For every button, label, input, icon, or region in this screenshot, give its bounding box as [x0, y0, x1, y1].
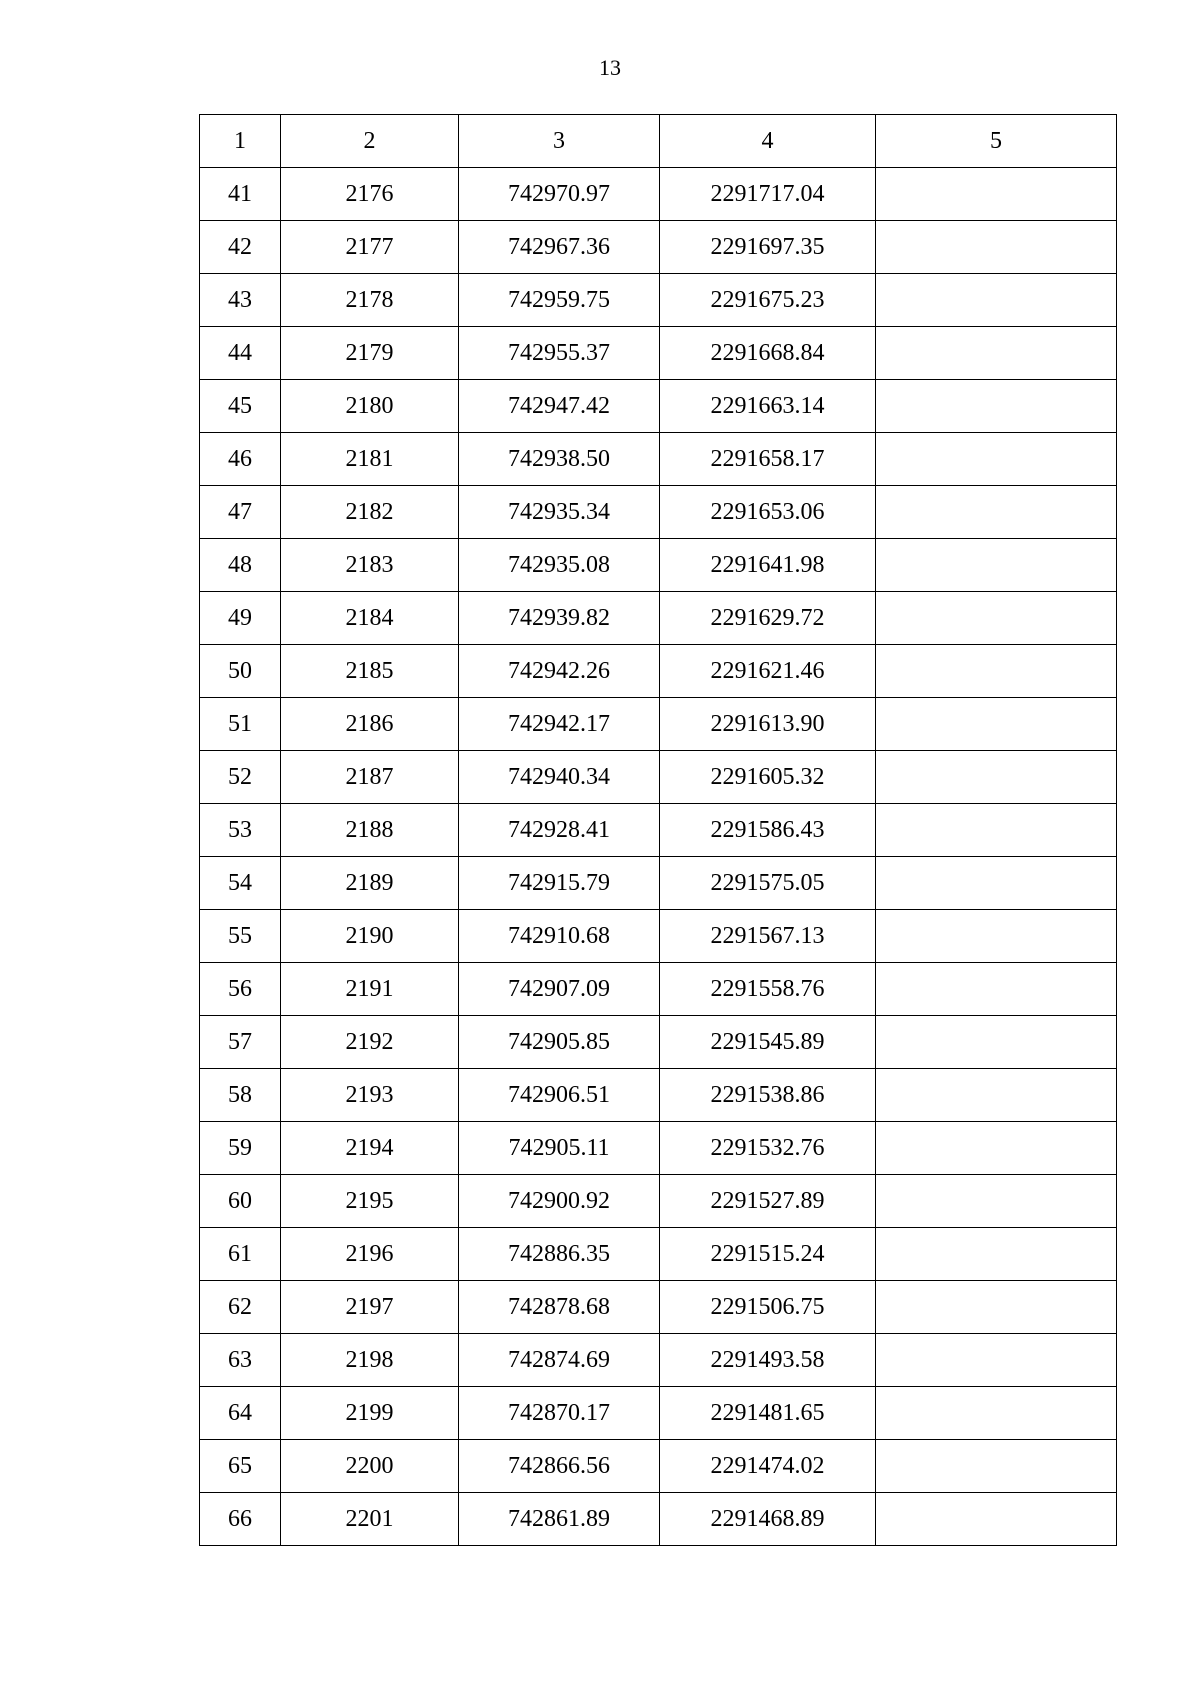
table-row — [200, 1016, 1117, 1069]
table-cell: 742861.89 — [459, 1493, 660, 1546]
table-cell: 2197 — [281, 1281, 459, 1334]
table-cell — [876, 1493, 1117, 1546]
table-row — [200, 963, 1117, 1016]
page-number: 13 — [599, 55, 621, 80]
table-cell: 742874.69 — [459, 1334, 660, 1387]
table-cell — [876, 274, 1117, 327]
table-cell — [876, 804, 1117, 857]
table-cell: 2183 — [281, 539, 459, 592]
table-row — [200, 168, 1117, 221]
table-cell — [876, 1122, 1117, 1175]
table-cell: 43 — [200, 274, 281, 327]
column-header: 2 — [281, 115, 459, 168]
table-cell: 742947.42 — [459, 380, 660, 433]
table-cell: 742910.68 — [459, 910, 660, 963]
table-row — [200, 1387, 1117, 1440]
table-cell: 2291538.86 — [660, 1069, 876, 1122]
table-cell: 2291653.06 — [660, 486, 876, 539]
table-row — [200, 698, 1117, 751]
table-cell: 2196 — [281, 1228, 459, 1281]
table-cell: 742928.41 — [459, 804, 660, 857]
column-header: 5 — [876, 115, 1117, 168]
table-row — [200, 380, 1117, 433]
table-cell: 62 — [200, 1281, 281, 1334]
table-cell: 2291663.14 — [660, 380, 876, 433]
table-cell: 60 — [200, 1175, 281, 1228]
table-cell: 57 — [200, 1016, 281, 1069]
table-cell — [876, 857, 1117, 910]
table-cell: 2291575.05 — [660, 857, 876, 910]
table-cell: 742870.17 — [459, 1387, 660, 1440]
table-cell: 2291545.89 — [660, 1016, 876, 1069]
table-cell — [876, 1334, 1117, 1387]
table-cell: 2291605.32 — [660, 751, 876, 804]
table-row — [200, 486, 1117, 539]
table-cell — [876, 168, 1117, 221]
table-header-row — [200, 115, 1117, 168]
table-cell: 50 — [200, 645, 281, 698]
table-row — [200, 1440, 1117, 1493]
table-cell: 2199 — [281, 1387, 459, 1440]
coordinates-table — [199, 114, 1117, 1546]
table-cell: 2180 — [281, 380, 459, 433]
column-header: 3 — [459, 115, 660, 168]
table-cell: 44 — [200, 327, 281, 380]
table-cell: 2291567.13 — [660, 910, 876, 963]
table-cell: 55 — [200, 910, 281, 963]
table-cell: 52 — [200, 751, 281, 804]
table-body — [200, 168, 1117, 1546]
table-cell: 2291493.58 — [660, 1334, 876, 1387]
table-cell: 53 — [200, 804, 281, 857]
table-cell: 2200 — [281, 1440, 459, 1493]
table-cell: 2191 — [281, 963, 459, 1016]
table-row — [200, 592, 1117, 645]
table-cell: 742878.68 — [459, 1281, 660, 1334]
table-cell: 742907.09 — [459, 963, 660, 1016]
table-cell — [876, 963, 1117, 1016]
table-cell: 2291532.76 — [660, 1122, 876, 1175]
table-cell: 2198 — [281, 1334, 459, 1387]
table-cell: 2291717.04 — [660, 168, 876, 221]
table-cell: 59 — [200, 1122, 281, 1175]
table-cell: 49 — [200, 592, 281, 645]
table-cell — [876, 1016, 1117, 1069]
table-cell: 48 — [200, 539, 281, 592]
table-cell: 45 — [200, 380, 281, 433]
table-cell: 64 — [200, 1387, 281, 1440]
table-row — [200, 1334, 1117, 1387]
table-cell — [876, 592, 1117, 645]
table-cell: 2184 — [281, 592, 459, 645]
table-cell: 65 — [200, 1440, 281, 1493]
table-row — [200, 327, 1117, 380]
table-cell: 2291668.84 — [660, 327, 876, 380]
table-cell: 2291515.24 — [660, 1228, 876, 1281]
table-cell: 742866.56 — [459, 1440, 660, 1493]
table-cell — [876, 1281, 1117, 1334]
table-cell: 742939.82 — [459, 592, 660, 645]
table-cell: 2291558.76 — [660, 963, 876, 1016]
table-cell — [876, 327, 1117, 380]
table-cell: 2186 — [281, 698, 459, 751]
table-cell — [876, 486, 1117, 539]
table-cell — [876, 1228, 1117, 1281]
table-cell: 2189 — [281, 857, 459, 910]
table-cell: 2291697.35 — [660, 221, 876, 274]
table-row — [200, 1228, 1117, 1281]
table-cell: 2178 — [281, 274, 459, 327]
table-cell: 2291675.23 — [660, 274, 876, 327]
table-cell — [876, 433, 1117, 486]
table-cell — [876, 221, 1117, 274]
table-row — [200, 804, 1117, 857]
table-cell: 742955.37 — [459, 327, 660, 380]
table-cell: 742900.92 — [459, 1175, 660, 1228]
table-cell: 742959.75 — [459, 274, 660, 327]
table-cell: 42 — [200, 221, 281, 274]
table-row — [200, 645, 1117, 698]
table-cell: 47 — [200, 486, 281, 539]
table-cell — [876, 751, 1117, 804]
table-cell: 2291468.89 — [660, 1493, 876, 1546]
table-cell — [876, 698, 1117, 751]
table-cell: 2291613.90 — [660, 698, 876, 751]
table-row — [200, 1069, 1117, 1122]
table-cell: 742938.50 — [459, 433, 660, 486]
table-cell — [876, 910, 1117, 963]
table-cell — [876, 1440, 1117, 1493]
table-row — [200, 539, 1117, 592]
table-cell: 2187 — [281, 751, 459, 804]
table-cell: 2185 — [281, 645, 459, 698]
table-cell: 2291481.65 — [660, 1387, 876, 1440]
table-row — [200, 857, 1117, 910]
table-cell: 2188 — [281, 804, 459, 857]
table-cell: 66 — [200, 1493, 281, 1546]
table-cell — [876, 1175, 1117, 1228]
table-cell: 63 — [200, 1334, 281, 1387]
table-cell: 41 — [200, 168, 281, 221]
table-cell: 2195 — [281, 1175, 459, 1228]
column-header: 1 — [200, 115, 281, 168]
table-cell: 742915.79 — [459, 857, 660, 910]
table-cell: 742967.36 — [459, 221, 660, 274]
table-cell: 2291621.46 — [660, 645, 876, 698]
table-cell — [876, 539, 1117, 592]
table-cell: 46 — [200, 433, 281, 486]
table-row — [200, 751, 1117, 804]
table-cell: 2291474.02 — [660, 1440, 876, 1493]
table-cell: 51 — [200, 698, 281, 751]
table-row — [200, 1281, 1117, 1334]
column-header: 4 — [660, 115, 876, 168]
table-row — [200, 1175, 1117, 1228]
table-cell — [876, 1069, 1117, 1122]
table-row — [200, 1493, 1117, 1546]
table-cell: 61 — [200, 1228, 281, 1281]
table-row — [200, 910, 1117, 963]
table-cell: 2201 — [281, 1493, 459, 1546]
table-cell: 742942.26 — [459, 645, 660, 698]
table-cell — [876, 1387, 1117, 1440]
table-cell: 2176 — [281, 168, 459, 221]
table-row — [200, 274, 1117, 327]
table-cell: 2194 — [281, 1122, 459, 1175]
table-cell: 742935.08 — [459, 539, 660, 592]
table-row — [200, 221, 1117, 274]
table-cell: 2291527.89 — [660, 1175, 876, 1228]
table-cell: 742935.34 — [459, 486, 660, 539]
table-cell — [876, 380, 1117, 433]
table-cell: 2291658.17 — [660, 433, 876, 486]
table-cell: 2291506.75 — [660, 1281, 876, 1334]
table-cell: 58 — [200, 1069, 281, 1122]
table-cell: 742886.35 — [459, 1228, 660, 1281]
table-cell: 742942.17 — [459, 698, 660, 751]
table-cell: 2193 — [281, 1069, 459, 1122]
table-cell: 2190 — [281, 910, 459, 963]
table-cell: 2177 — [281, 221, 459, 274]
table-cell: 2291641.98 — [660, 539, 876, 592]
table-cell: 2291629.72 — [660, 592, 876, 645]
table-row — [200, 1122, 1117, 1175]
table-cell: 742905.11 — [459, 1122, 660, 1175]
table-cell: 742970.97 — [459, 168, 660, 221]
table-cell: 742940.34 — [459, 751, 660, 804]
table-cell: 742906.51 — [459, 1069, 660, 1122]
table-cell: 2192 — [281, 1016, 459, 1069]
table-cell: 2182 — [281, 486, 459, 539]
table-cell: 2179 — [281, 327, 459, 380]
table-cell: 2291586.43 — [660, 804, 876, 857]
table-cell: 54 — [200, 857, 281, 910]
table-row — [200, 433, 1117, 486]
table-cell: 742905.85 — [459, 1016, 660, 1069]
table-cell — [876, 645, 1117, 698]
table-cell: 2181 — [281, 433, 459, 486]
table-cell: 56 — [200, 963, 281, 1016]
